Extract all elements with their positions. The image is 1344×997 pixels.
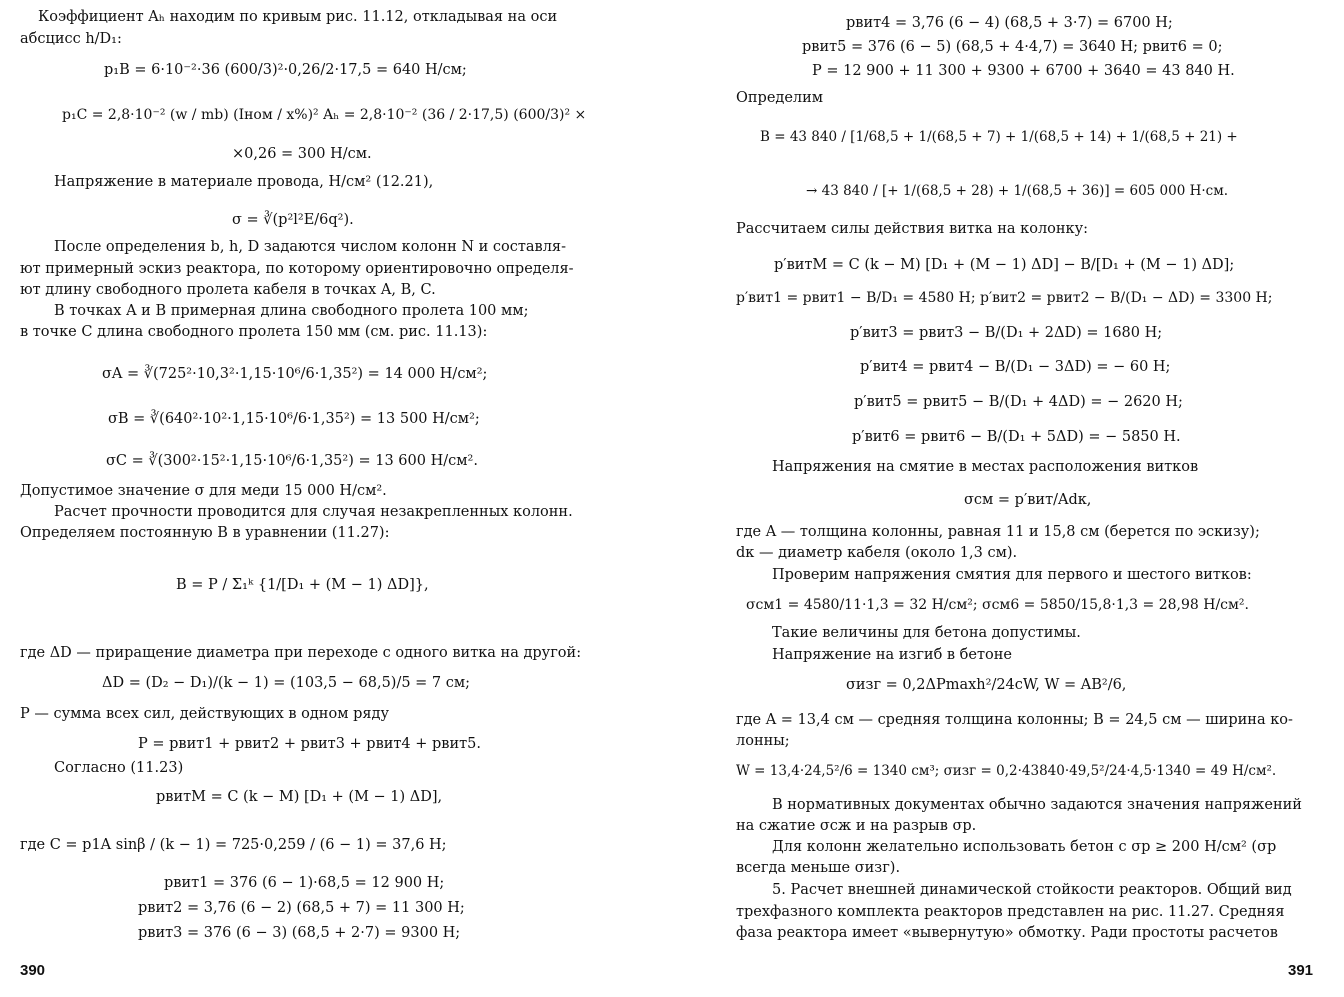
formula: p′витM = C (k − M) [D₁ + (M − 1) ΔD] − B/[D₁ + (M − 1) ΔD]; xyxy=(774,257,1235,273)
text-line: После определения b, h, D задаются числом колонн N и составля- xyxy=(54,239,566,255)
text-line: В точках A и B примерная длина свободного пролета 100 мм; xyxy=(54,303,529,319)
formula: σсм1 = 4580/11·1,3 = 32 Н/см²; σсм6 = 5850/15,8·1,3 = 28,98 Н/см². xyxy=(746,597,1249,613)
text-line: dк — диаметр кабеля (около 1,3 см). xyxy=(736,545,1018,561)
text-line: где A = 13,4 см — средняя толщина колонны; B = 24,5 см — ширина ко- xyxy=(736,712,1293,728)
text-line: в точке C длина свободного пролета 150 мм (см. рис. 11.13): xyxy=(20,324,488,340)
formula: pвит2 = 3,76 (6 − 2) (68,5 + 7) = 11 300 Н; xyxy=(138,900,465,916)
formula: p′вит5 = pвит5 − B/(D₁ + 4ΔD) = − 2620 Н; xyxy=(854,394,1183,410)
formula: pвит5 = 376 (6 − 5) (68,5 + 4·4,7) = 3640 Н; pвит6 = 0; xyxy=(802,39,1223,55)
formula: P = pвит1 + pвит2 + pвит3 + pвит4 + pвит5. xyxy=(138,736,481,752)
text-line: ют длину свободного пролета кабеля в точках A, B, C. xyxy=(20,282,436,298)
formula: σизг = 0,2ΔPmaxh²/24cW, W = AB²/6, xyxy=(846,677,1127,693)
formula: где C = p1A sinβ / (k − 1) = 725·0,259 / (6 − 1) = 37,6 Н; xyxy=(20,837,447,853)
formula: → 43 840 / [+ 1/(68,5 + 28) + 1/(68,5 + 36)] = 605 000 Н·см. xyxy=(806,183,1229,199)
formula: W = 13,4·24,5²/6 = 1340 см³; σизг = 0,2·43840·49,5²/24·4,5·1340 = 49 Н/см². xyxy=(736,763,1277,779)
text-line: фаза реактора имеет «вывернутую» обмотку. Ради простоты расчетов xyxy=(736,925,1278,941)
text-line: Расчет прочности проводится для случая незакрепленных колонн. xyxy=(54,504,573,520)
formula: pвит1 = 376 (6 − 1)·68,5 = 12 900 Н; xyxy=(164,875,445,891)
text-line: где ΔD — приращение диаметра при переходе с одного витка на другой: xyxy=(20,645,582,661)
text-line: Проверим напряжения смятия для первого и шестого витков: xyxy=(772,567,1252,583)
text-line: лонны; xyxy=(736,733,790,749)
formula: σсм = p′вит/Adк, xyxy=(964,492,1092,508)
text-line: Коэффициент Aₕ находим по кривым рис. 11.12, откладывая на оси xyxy=(38,9,558,25)
formula: pвит4 = 3,76 (6 − 4) (68,5 + 3·7) = 6700 Н; xyxy=(846,15,1173,31)
text-line: Для колонн желательно использовать бетон с σр ≥ 200 Н/см² (σр xyxy=(772,839,1277,855)
page-number: 390 xyxy=(20,962,46,979)
right-page xyxy=(736,0,1336,997)
text-line: абсцисс h/D₁: xyxy=(20,31,122,47)
formula: p′вит6 = pвит6 − B/(D₁ + 5ΔD) = − 5850 Н. xyxy=(852,429,1181,445)
formula: σB = ∛(640²·10²·1,15·10⁶/6·1,35²) = 13 500 Н/см²; xyxy=(108,411,480,427)
text-line: P — сумма всех сил, действующих в одном ряду xyxy=(20,706,389,722)
text-line: Такие величины для бетона допустимы. xyxy=(772,625,1081,641)
page-number: 391 xyxy=(1288,962,1314,979)
text-line: трехфазного комплекта реакторов представлен на рис. 11.27. Средняя xyxy=(736,904,1285,920)
formula: σA = ∛(725²·10,3²·1,15·10⁶/6·1,35²) = 14 000 Н/см²; xyxy=(102,366,488,382)
text-line: ют примерный эскиз реактора, по которому ориентировочно определя- xyxy=(20,261,574,277)
left-page xyxy=(20,0,620,997)
text-line: Допустимое значение σ для меди 15 000 Н/см². xyxy=(20,483,387,499)
formula: σC = ∛(300²·15²·1,15·10⁶/6·1,35²) = 13 600 Н/см². xyxy=(106,453,478,469)
formula: pвитM = C (k − M) [D₁ + (M − 1) ΔD], xyxy=(156,789,443,805)
formula: p′вит4 = pвит4 − B/(D₁ − 3ΔD) = − 60 Н; xyxy=(860,359,1171,375)
formula: P = 12 900 + 11 300 + 9300 + 6700 + 3640 = 43 840 Н. xyxy=(812,63,1235,79)
text-line: всегда меньше σизг). xyxy=(736,860,901,876)
text-line: 5. Расчет внешней динамической стойкости реакторов. Общий вид xyxy=(772,882,1292,898)
text-line: Напряжение на изгиб в бетоне xyxy=(772,647,1012,663)
formula: σ = ∛(p²l²E/6q²). xyxy=(232,212,354,228)
formula: ×0,26 = 300 Н/см. xyxy=(232,146,372,162)
formula: B = 43 840 / [1/68,5 + 1/(68,5 + 7) + 1/(68,5 + 14) + 1/(68,5 + 21) + xyxy=(760,129,1238,145)
formula: B = P / Σ₁ᵏ {1/[D₁ + (M − 1) ΔD]}, xyxy=(176,577,429,593)
formula: p′вит1 = pвит1 − B/D₁ = 4580 Н; p′вит2 = pвит2 − B/(D₁ − ΔD) = 3300 Н; xyxy=(736,290,1273,306)
text-line: на сжатие σсж и на разрыв σр. xyxy=(736,818,977,834)
text-line: Согласно (11.23) xyxy=(54,760,184,776)
formula: pвит3 = 376 (6 − 3) (68,5 + 2·7) = 9300 Н; xyxy=(138,925,461,941)
formula: p′вит3 = pвит3 − B/(D₁ + 2ΔD) = 1680 Н; xyxy=(850,325,1163,341)
text-line: Напряжение в материале провода, Н/см² (12.21), xyxy=(54,174,434,190)
text-line: В нормативных документах обычно задаются значения напряжений xyxy=(772,797,1302,813)
formula: ΔD = (D₂ − D₁)/(k − 1) = (103,5 − 68,5)/5 = 7 см; xyxy=(102,675,471,691)
text-line: Определяем постоянную B в уравнении (11.27): xyxy=(20,525,390,541)
formula: p₁B = 6·10⁻²·36 (600/3)²·0,26/2·17,5 = 640 Н/см; xyxy=(104,62,467,78)
text-line: Рассчитаем силы действия витка на колонку: xyxy=(736,221,1089,237)
formula: p₁C = 2,8·10⁻² (w / mb) (Iном / x%)² Aₕ = 2,8·10⁻² (36 / 2·17,5) (600/3)² × xyxy=(62,107,587,123)
text-line: Напряжения на смятие в местах расположения витков xyxy=(772,459,1199,475)
text-line: где A — толщина колонны, равная 11 и 15,8 см (берется по эскизу); xyxy=(736,524,1260,540)
text-line: Определим xyxy=(736,90,824,106)
